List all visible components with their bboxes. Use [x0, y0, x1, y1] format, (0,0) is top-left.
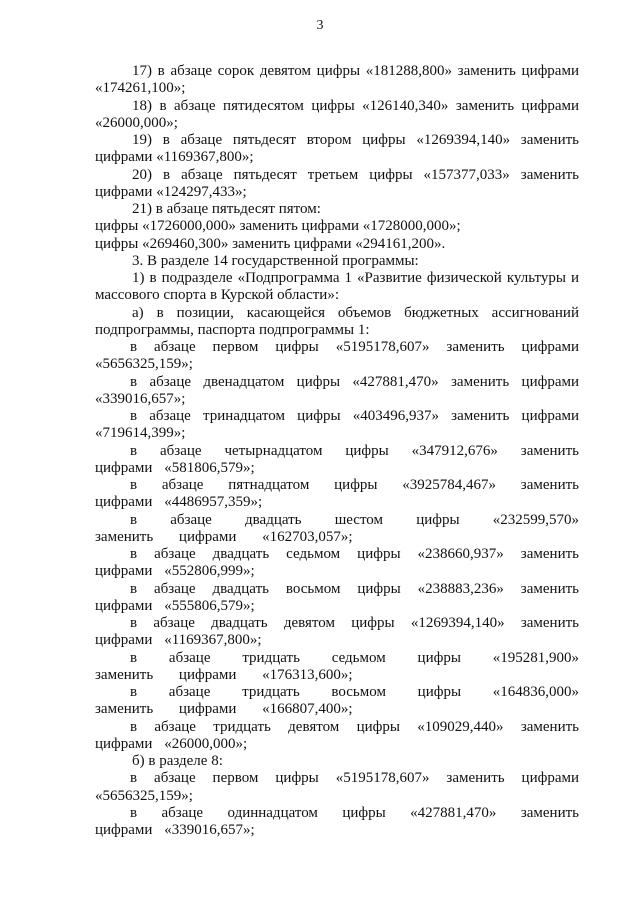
paragraph-item-21-first-change: цифры «1726000,000» заменить цифрами «1728000,000»;	[95, 218, 461, 235]
paragraph-thirteenth: в абзаце тринадцатом цифры «403496,937» заменить цифрами «719614,399»;	[95, 408, 579, 442]
paragraph-fourteenth: в абзаце четырнадцатом цифры «347912,676» заменить цифрами «581806,579»;	[95, 442, 579, 476]
document-body	[95, 63, 579, 839]
paragraph-twelfth: в абзаце двенадцатом цифры «427881,470» заменить цифрами «339016,657»;	[95, 373, 579, 407]
paragraph-thirty-eighth: в абзаце тридцать восьмом цифры «164836,000» заменить цифрами «166807,400»;	[95, 684, 579, 718]
page-number: 3	[316, 18, 324, 33]
paragraph-twenty-ninth: в абзаце двадцать девятом цифры «1269394,140» заменить цифрами «1169367,800»;	[95, 615, 579, 649]
subprogram-1-heading: 1) в подразделе «Подпрограмма 1 «Развитие физической культуры и массового спорта в Курской области»:	[95, 270, 579, 304]
paragraph-item-17: 17) в абзаце сорок девятом цифры «181288,800» заменить цифрами «174261,100»;	[95, 63, 579, 97]
paragraph-item-19: 19) в абзаце пятьдесят втором цифры «1269394,140» заменить цифрами «1169367,800»;	[95, 132, 579, 166]
paragraph-item-20: 20) в абзаце пятьдесят третьем цифры «157377,033» заменить цифрами «124297,433»;	[95, 166, 579, 200]
section-8-heading: б) в разделе 8:	[132, 753, 223, 769]
section-8-paragraph-first: в абзаце первом цифры «5195178,607» заменить цифрами «5656325,159»;	[95, 770, 579, 804]
budget-allocations-paragraph: а) в позиции, касающейся объемов бюджетных ассигнований подпрограммы, паспорта подпрограммы 1:	[95, 304, 579, 338]
paragraph-item-21-second-change: цифры «269460,300» заменить цифрами «294161,200».	[95, 235, 446, 252]
paragraph-twenty-sixth: в абзаце двадцать шестом цифры «232599,570» заменить цифрами «162703,057»;	[95, 511, 579, 545]
paragraph-fifteenth: в абзаце пятнадцатом цифры «3925784,467» заменить цифрами «4486957,359»;	[95, 477, 579, 511]
paragraph-twenty-seventh: в абзаце двадцать седьмом цифры «238660,937» заменить цифрами «552806,999»;	[95, 546, 579, 580]
paragraph-item-18: 18) в абзаце пятидесятом цифры «126140,340» заменить цифрами «26000,000»;	[95, 97, 579, 131]
paragraph-thirty-seventh: в абзаце тридцать седьмом цифры «195281,900» заменить цифрами «176313,600»;	[95, 649, 579, 683]
section-8-paragraph-eleventh: в абзаце одиннадцатом цифры «427881,470» заменить цифрами «339016,657»;	[95, 804, 579, 838]
paragraph-thirty-ninth: в абзаце тридцать девятом цифры «109029,440» заменить цифрами «26000,000»;	[95, 718, 579, 752]
paragraph-item-21: 21) в абзаце пятьдесят пятом:	[132, 201, 321, 217]
paragraph-first: в абзаце первом цифры «5195178,607» заменить цифрами «5656325,159»;	[95, 339, 579, 373]
paragraph-twenty-eighth: в абзаце двадцать восьмом цифры «238883,236» заменить цифрами «555806,579»;	[95, 580, 579, 614]
section-14-heading: 3. В разделе 14 государственной программы:	[132, 252, 419, 269]
